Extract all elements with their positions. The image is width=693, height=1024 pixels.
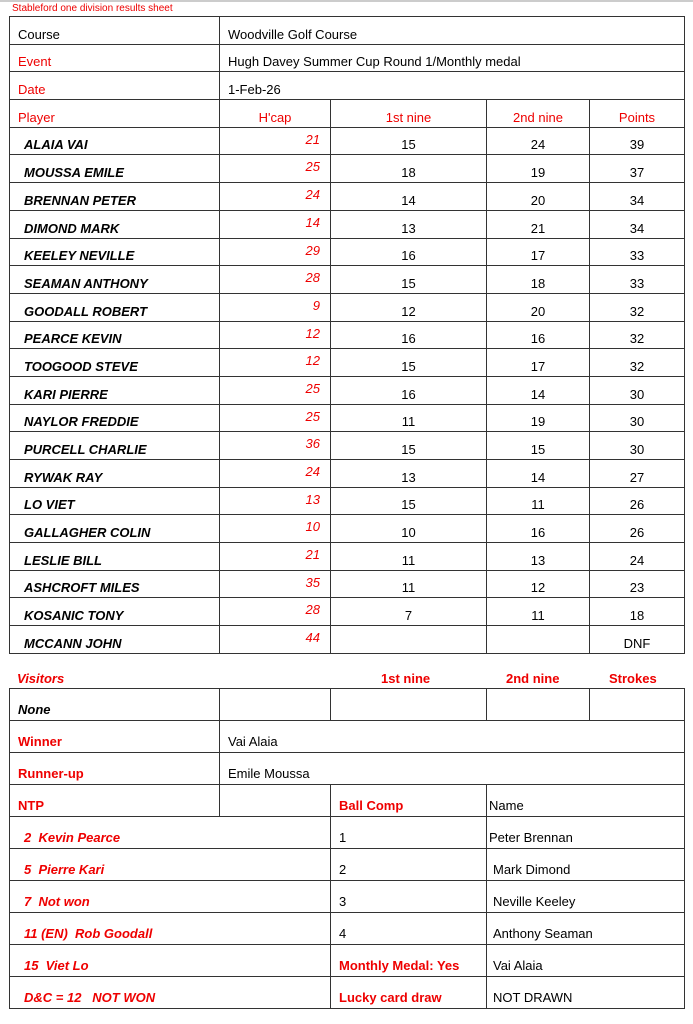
player-row xyxy=(10,404,685,432)
ntp-ball-row xyxy=(10,913,685,945)
ntp-ball-row xyxy=(10,977,685,1009)
player-row xyxy=(10,127,685,155)
visitor-row xyxy=(10,689,685,721)
ball-comp-place: 2 xyxy=(331,849,487,881)
player-hcap: 29 xyxy=(220,238,331,266)
player-second-nine: 16 xyxy=(487,321,590,349)
player-second-nine: 14 xyxy=(487,460,590,488)
visitor-none: None xyxy=(10,689,220,721)
player-name: DIMOND MARK xyxy=(10,210,220,238)
ntp-label: NTP xyxy=(10,785,220,817)
player-hcap: 9 xyxy=(220,293,331,321)
date-value: 1-Feb-26 xyxy=(220,72,685,100)
ntp-hole: 15 Viet Lo xyxy=(10,945,331,977)
ball-comp-label: Ball Comp xyxy=(331,785,487,817)
player-first-nine: 12 xyxy=(331,293,487,321)
player-name: KOSANIC TONY xyxy=(10,598,220,626)
player-points: 32 xyxy=(590,349,685,377)
name-label: Name xyxy=(487,785,685,817)
runner-up-value: Emile Moussa xyxy=(220,753,685,785)
player-first-nine: 18 xyxy=(331,155,487,183)
player-second-nine: 20 xyxy=(487,183,590,211)
ntp-hole: 2 Kevin Pearce xyxy=(10,817,331,849)
ball-comp-place: Lucky card draw xyxy=(331,977,487,1009)
header-player: Player xyxy=(10,100,220,128)
player-hcap: 36 xyxy=(220,432,331,460)
player-hcap: 24 xyxy=(220,183,331,211)
results-table xyxy=(9,16,685,654)
player-first-nine xyxy=(331,626,487,654)
player-hcap: 25 xyxy=(220,155,331,183)
player-hcap: 35 xyxy=(220,570,331,598)
date-row xyxy=(10,72,685,100)
player-name: TOOGOOD STEVE xyxy=(10,349,220,377)
player-second-nine: 21 xyxy=(487,210,590,238)
player-hcap: 28 xyxy=(220,598,331,626)
ntp-ball-row xyxy=(10,849,685,881)
player-first-nine: 15 xyxy=(331,127,487,155)
player-name: BRENNAN PETER xyxy=(10,183,220,211)
player-points: 33 xyxy=(590,238,685,266)
player-points: 39 xyxy=(590,127,685,155)
player-points: DNF xyxy=(590,626,685,654)
header-first-nine: 1st nine xyxy=(331,100,487,128)
player-name: MCCANN JOHN xyxy=(10,626,220,654)
player-first-nine: 11 xyxy=(331,404,487,432)
date-label: Date xyxy=(10,72,220,100)
summary-table xyxy=(9,688,685,1009)
player-first-nine: 15 xyxy=(331,432,487,460)
player-second-nine: 17 xyxy=(487,238,590,266)
player-first-nine: 13 xyxy=(331,460,487,488)
player-row xyxy=(10,487,685,515)
player-first-nine: 15 xyxy=(331,349,487,377)
player-first-nine: 16 xyxy=(331,376,487,404)
player-first-nine: 14 xyxy=(331,183,487,211)
player-points: 33 xyxy=(590,266,685,294)
ball-comp-name: Vai Alaia xyxy=(487,945,685,977)
player-name: SEAMAN ANTHONY xyxy=(10,266,220,294)
player-row xyxy=(10,515,685,543)
player-row xyxy=(10,460,685,488)
player-points: 37 xyxy=(590,155,685,183)
player-hcap: 10 xyxy=(220,515,331,543)
player-second-nine: 19 xyxy=(487,155,590,183)
player-row xyxy=(10,293,685,321)
event-value: Hugh Davey Summer Cup Round 1/Monthly medal xyxy=(220,44,685,72)
player-hcap: 21 xyxy=(220,127,331,155)
empty-cell xyxy=(487,689,590,721)
ball-comp-place: 3 xyxy=(331,881,487,913)
player-row xyxy=(10,570,685,598)
player-points: 27 xyxy=(590,460,685,488)
ntp-ball-row xyxy=(10,817,685,849)
ball-comp-place: Monthly Medal: Yes xyxy=(331,945,487,977)
player-row xyxy=(10,266,685,294)
player-first-nine: 11 xyxy=(331,543,487,571)
player-hcap: 13 xyxy=(220,487,331,515)
player-points: 26 xyxy=(590,515,685,543)
runner-up-label: Runner-up xyxy=(10,753,220,785)
player-name: GALLAGHER COLIN xyxy=(10,515,220,543)
player-first-nine: 7 xyxy=(331,598,487,626)
player-hcap: 21 xyxy=(220,543,331,571)
player-row xyxy=(10,543,685,571)
player-points: 24 xyxy=(590,543,685,571)
winner-label: Winner xyxy=(10,721,220,753)
player-second-nine: 12 xyxy=(487,570,590,598)
player-points: 30 xyxy=(590,404,685,432)
event-label: Event xyxy=(10,44,220,72)
player-first-nine: 11 xyxy=(331,570,487,598)
visitors-label: Visitors xyxy=(17,671,65,686)
player-name: PEARCE KEVIN xyxy=(10,321,220,349)
ntp-hole: 7 Not won xyxy=(10,881,331,913)
player-points: 30 xyxy=(590,432,685,460)
ball-comp-name: Mark Dimond xyxy=(487,849,685,881)
player-row xyxy=(10,432,685,460)
player-name: ALAIA VAI xyxy=(10,127,220,155)
player-points: 32 xyxy=(590,293,685,321)
player-points: 34 xyxy=(590,210,685,238)
header-hcap: H'cap xyxy=(220,100,331,128)
ntp-ball-row xyxy=(10,945,685,977)
player-second-nine: 15 xyxy=(487,432,590,460)
player-first-nine: 13 xyxy=(331,210,487,238)
ntp-hole: 11 (EN) Rob Goodall xyxy=(10,913,331,945)
empty-cell xyxy=(220,785,331,817)
player-points: 23 xyxy=(590,570,685,598)
empty-cell xyxy=(590,689,685,721)
player-row xyxy=(10,349,685,377)
player-row xyxy=(10,238,685,266)
player-second-nine: 24 xyxy=(487,127,590,155)
ntp-row xyxy=(10,785,685,817)
player-name: LESLIE BILL xyxy=(10,543,220,571)
player-second-nine: 16 xyxy=(487,515,590,543)
player-name: PURCELL CHARLIE xyxy=(10,432,220,460)
course-label: Course xyxy=(10,17,220,45)
empty-cell xyxy=(220,689,331,721)
ball-comp-place: 4 xyxy=(331,913,487,945)
visitors-first-nine: 1st nine xyxy=(381,671,431,686)
player-first-nine: 15 xyxy=(331,266,487,294)
player-second-nine: 19 xyxy=(487,404,590,432)
player-points: 34 xyxy=(590,183,685,211)
player-first-nine: 15 xyxy=(331,487,487,515)
ntp-hole: 5 Pierre Kari xyxy=(10,849,331,881)
player-second-nine: 11 xyxy=(487,487,590,515)
player-second-nine: 20 xyxy=(487,293,590,321)
player-second-nine: 11 xyxy=(487,598,590,626)
ball-comp-name: Peter Brennan xyxy=(487,817,685,849)
player-second-nine: 13 xyxy=(487,543,590,571)
visitors-second-nine: 2nd nine xyxy=(506,671,560,686)
sheet-title: Stableford one division results sheet xyxy=(12,3,173,14)
player-row xyxy=(10,183,685,211)
player-points: 18 xyxy=(590,598,685,626)
top-border xyxy=(0,0,693,2)
player-hcap: 25 xyxy=(220,376,331,404)
player-name: MOUSSA EMILE xyxy=(10,155,220,183)
player-points: 26 xyxy=(590,487,685,515)
player-points: 30 xyxy=(590,376,685,404)
player-points: 32 xyxy=(590,321,685,349)
player-row xyxy=(10,598,685,626)
visitors-strokes: Strokes xyxy=(609,671,657,686)
ball-comp-name: Anthony Seaman xyxy=(487,913,685,945)
player-second-nine xyxy=(487,626,590,654)
player-row xyxy=(10,376,685,404)
header-second-nine: 2nd nine xyxy=(487,100,590,128)
event-row xyxy=(10,44,685,72)
player-name: ASHCROFT MILES xyxy=(10,570,220,598)
ntp-ball-row xyxy=(10,881,685,913)
course-row xyxy=(10,17,685,45)
player-hcap: 44 xyxy=(220,626,331,654)
player-second-nine: 14 xyxy=(487,376,590,404)
player-second-nine: 17 xyxy=(487,349,590,377)
player-name: KARI PIERRE xyxy=(10,376,220,404)
player-name: GOODALL ROBERT xyxy=(10,293,220,321)
ball-comp-name: Neville Keeley xyxy=(487,881,685,913)
player-row xyxy=(10,210,685,238)
player-hcap: 25 xyxy=(220,404,331,432)
player-name: RYWAK RAY xyxy=(10,460,220,488)
ball-comp-name: NOT DRAWN xyxy=(487,977,685,1009)
player-row xyxy=(10,321,685,349)
player-hcap: 24 xyxy=(220,460,331,488)
player-name: LO VIET xyxy=(10,487,220,515)
player-first-nine: 16 xyxy=(331,238,487,266)
player-hcap: 12 xyxy=(220,321,331,349)
runner-up-row xyxy=(10,753,685,785)
player-row xyxy=(10,626,685,654)
player-first-nine: 10 xyxy=(331,515,487,543)
player-name: KEELEY NEVILLE xyxy=(10,238,220,266)
player-hcap: 14 xyxy=(220,210,331,238)
empty-cell xyxy=(331,689,487,721)
course-value: Woodville Golf Course xyxy=(220,17,685,45)
player-hcap: 12 xyxy=(220,349,331,377)
winner-row xyxy=(10,721,685,753)
header-row xyxy=(10,100,685,128)
player-row xyxy=(10,155,685,183)
player-first-nine: 16 xyxy=(331,321,487,349)
header-points: Points xyxy=(590,100,685,128)
ball-comp-place: 1 xyxy=(331,817,487,849)
player-name: NAYLOR FREDDIE xyxy=(10,404,220,432)
player-second-nine: 18 xyxy=(487,266,590,294)
player-hcap: 28 xyxy=(220,266,331,294)
visitors-header xyxy=(9,671,684,688)
ntp-hole: D&C = 12 NOT WON xyxy=(10,977,331,1009)
winner-value: Vai Alaia xyxy=(220,721,685,753)
